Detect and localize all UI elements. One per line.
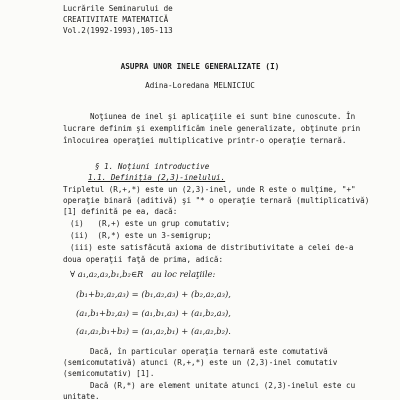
quantifier-line: ∀ a₁,a₂,a₃,b₁,b₂∈R au loc relaţiile:	[70, 269, 216, 279]
journal-name-line: Lucrările Seminarului de	[63, 4, 173, 13]
journal-title-line: CREATIVITATE MATEMATICĂ	[63, 15, 169, 24]
distributivity-formula-1: (b₁+b₂,a₂,a₃) = (b₁,a₂,a₃) + (b₂,a₂,a₃),	[76, 289, 231, 299]
author-name: Adina-Loredana MELNICIUC	[145, 81, 255, 90]
axiom-ii: (ii) (R,*) este un 3-semigrup;	[70, 231, 212, 240]
intro-line-2: lucrare definim şi exemplificăm inele generalizate, obţinute prin	[63, 124, 361, 133]
distributivity-formula-3: (a₁,a₂,b₁+b₂) = (a₁,a₂,b₁) + (a₁,a₂,b₂).	[76, 326, 231, 336]
closing-line-5: unitate.	[63, 392, 100, 400]
axiom-i: (i) (R,+) este un grup comutativ;	[70, 219, 231, 228]
definition-heading: 1.1. Definiţia (2,3)-inelului.	[88, 173, 226, 182]
closing-line-1: Dacă, în particular operaţia ternară este comutativă	[90, 347, 328, 356]
axiom-iii-continued: doua operaţii faţă de prima, adică:	[63, 255, 224, 264]
closing-line-3: (semicomutativ) [1].	[63, 369, 155, 378]
paper-title: ASUPRA UNOR INELE GENERALIZATE (I)	[120, 62, 280, 71]
axiom-iii: (iii) este satisfăcută axioma de distributivitate a celei de-a	[70, 243, 354, 252]
definition-line-3: [1] definită pe ea, dacă:	[63, 207, 178, 216]
closing-line-4: Dacă (R,*) are element unitate atunci (2,3)-inelul este cu	[90, 381, 356, 390]
closing-line-2: (semicomutativă) atunci (R,+,*) este un (2,3)-inel comutativ	[63, 358, 338, 367]
journal-volume-line: Vol.2(1992-1993),105-113	[63, 26, 173, 35]
definition-line-1: Tripletul (R,+,*) este un (2,3)-inel, unde R este o mulţime, "+"	[63, 185, 356, 194]
intro-line-1: Noţiunea de inel şi aplicaţiile ei sunt bine cunoscute. În	[90, 112, 356, 121]
section-heading: § 1. Noţiuni introductive	[95, 162, 210, 171]
definition-line-2: operaţie binară (aditivă) şi "* o operaţie ternară (multiplicativă)	[63, 196, 370, 205]
intro-line-3: înlocuirea operaţiei multiplicative printr-o operaţie ternară.	[63, 136, 347, 145]
distributivity-formula-2: (a₁,b₁+b₂,a₃) = (a₁,b₁,a₃) + (a₁,b₂,a₃),	[76, 308, 231, 318]
